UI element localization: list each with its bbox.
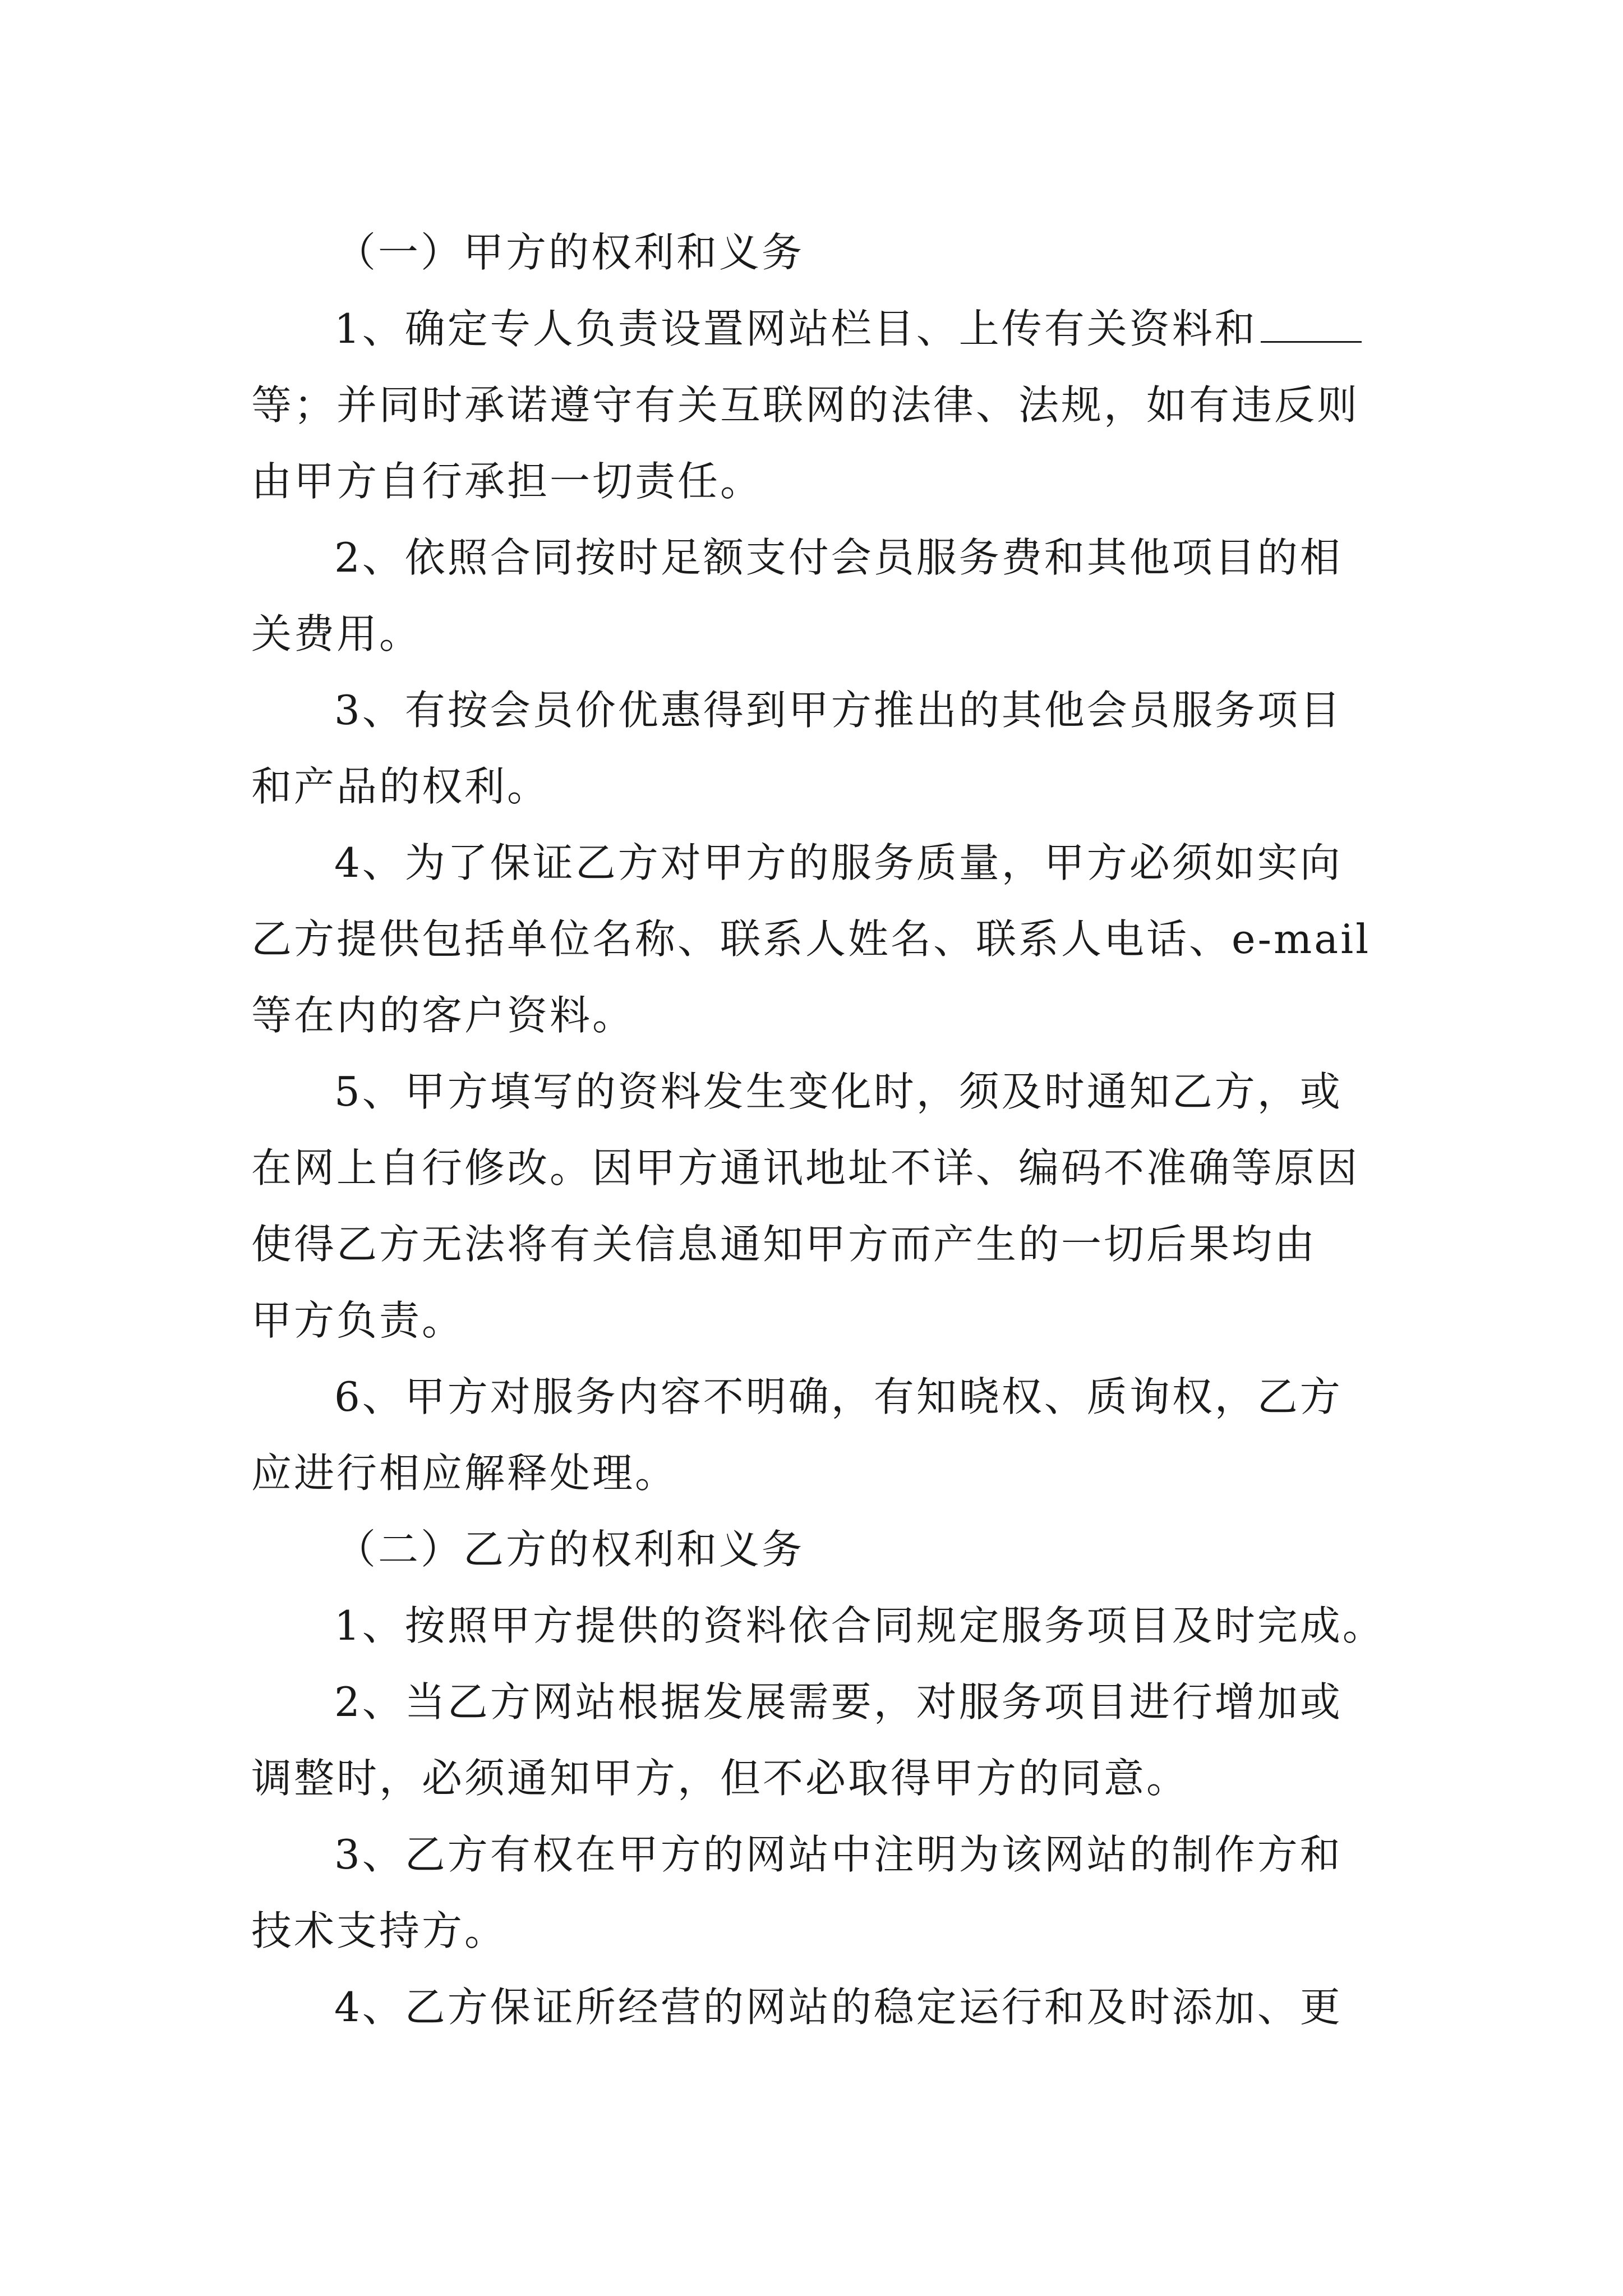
clause-line: 等在内的客户资料。 [251,992,635,1039]
clause-a-1 [251,291,1384,519]
clause-line: 3、乙方有权在甲方的网站中注明为该网站的制作方和 [334,1831,1343,1878]
clause-line: 乙方提供包括单位名称、联系人姓名、联系人电话、e-mail [251,915,1371,963]
clause-a-2 [251,519,1384,672]
section-heading-party-b: （二）乙方的权利和义务 [335,1526,805,1573]
clause-line: 应进行相应解释处理。 [251,1450,678,1497]
clause-line: 调整时，必须通知甲方，但不必取得甲方的同意。 [251,1755,1189,1802]
clause-line: 由甲方自行承担一切责任。 [251,458,763,505]
clause-a-4 [251,825,1384,1053]
clause-line: 6、甲方对服务内容不明确，有知晓权、质询权，乙方 [334,1373,1343,1420]
clause-line: 2、当乙方网站根据发展需要，对服务项目进行增加或 [334,1678,1343,1726]
clause-b-2 [251,1664,1384,1816]
clause-a-3 [251,672,1384,825]
clause-line: 使得乙方无法将有关信息通知甲方而产生的一切后果均由 [251,1221,1317,1268]
clause-line: 5、甲方填写的资料发生变化时，须及时通知乙方，或 [334,1068,1343,1115]
clause-line: 在网上自行修改。因甲方通讯地址不详、编码不准确等原因 [251,1144,1360,1191]
clause-line [251,291,1384,367]
document-page [251,214,1384,2045]
clause-line: 4、为了保证乙方对甲方的服务质量，甲方必须如实向 [334,839,1343,886]
clause-line: 和产品的权利。 [251,763,550,810]
clause-line: 2、依照合同按时足额支付会员服务费和其他项目的相 [334,534,1343,581]
clause-line: 等；并同时承诺遵守有关互联网的法律、法规，如有违反则 [251,381,1360,429]
clause-b-1 [251,1588,1384,1664]
fill-in-blank [1261,298,1362,343]
clause-b-4 [251,1969,1384,2045]
clause-line: 4、乙方保证所经营的网站的稳定运行和及时添加、更 [334,1984,1343,2031]
clause-a-5 [251,1053,1384,1359]
clause-b-3 [251,1816,1384,1969]
clause-line: 甲方负责。 [251,1297,465,1344]
clause-line: 关费用。 [251,610,422,657]
clause-line: 技术支持方。 [251,1907,508,1954]
clause-line: 3、有按会员价优惠得到甲方推出的其他会员服务项目 [334,687,1343,734]
clause-line: 1、按照甲方提供的资料依合同规定服务项目及时完成。 [334,1602,1385,1649]
section-heading-party-a: （一）甲方的权利和义务 [335,229,805,276]
clause-a-6 [251,1359,1384,1511]
clause-text: 1、确定专人负责设置网站栏目、上传有关资料和 [334,305,1257,352]
